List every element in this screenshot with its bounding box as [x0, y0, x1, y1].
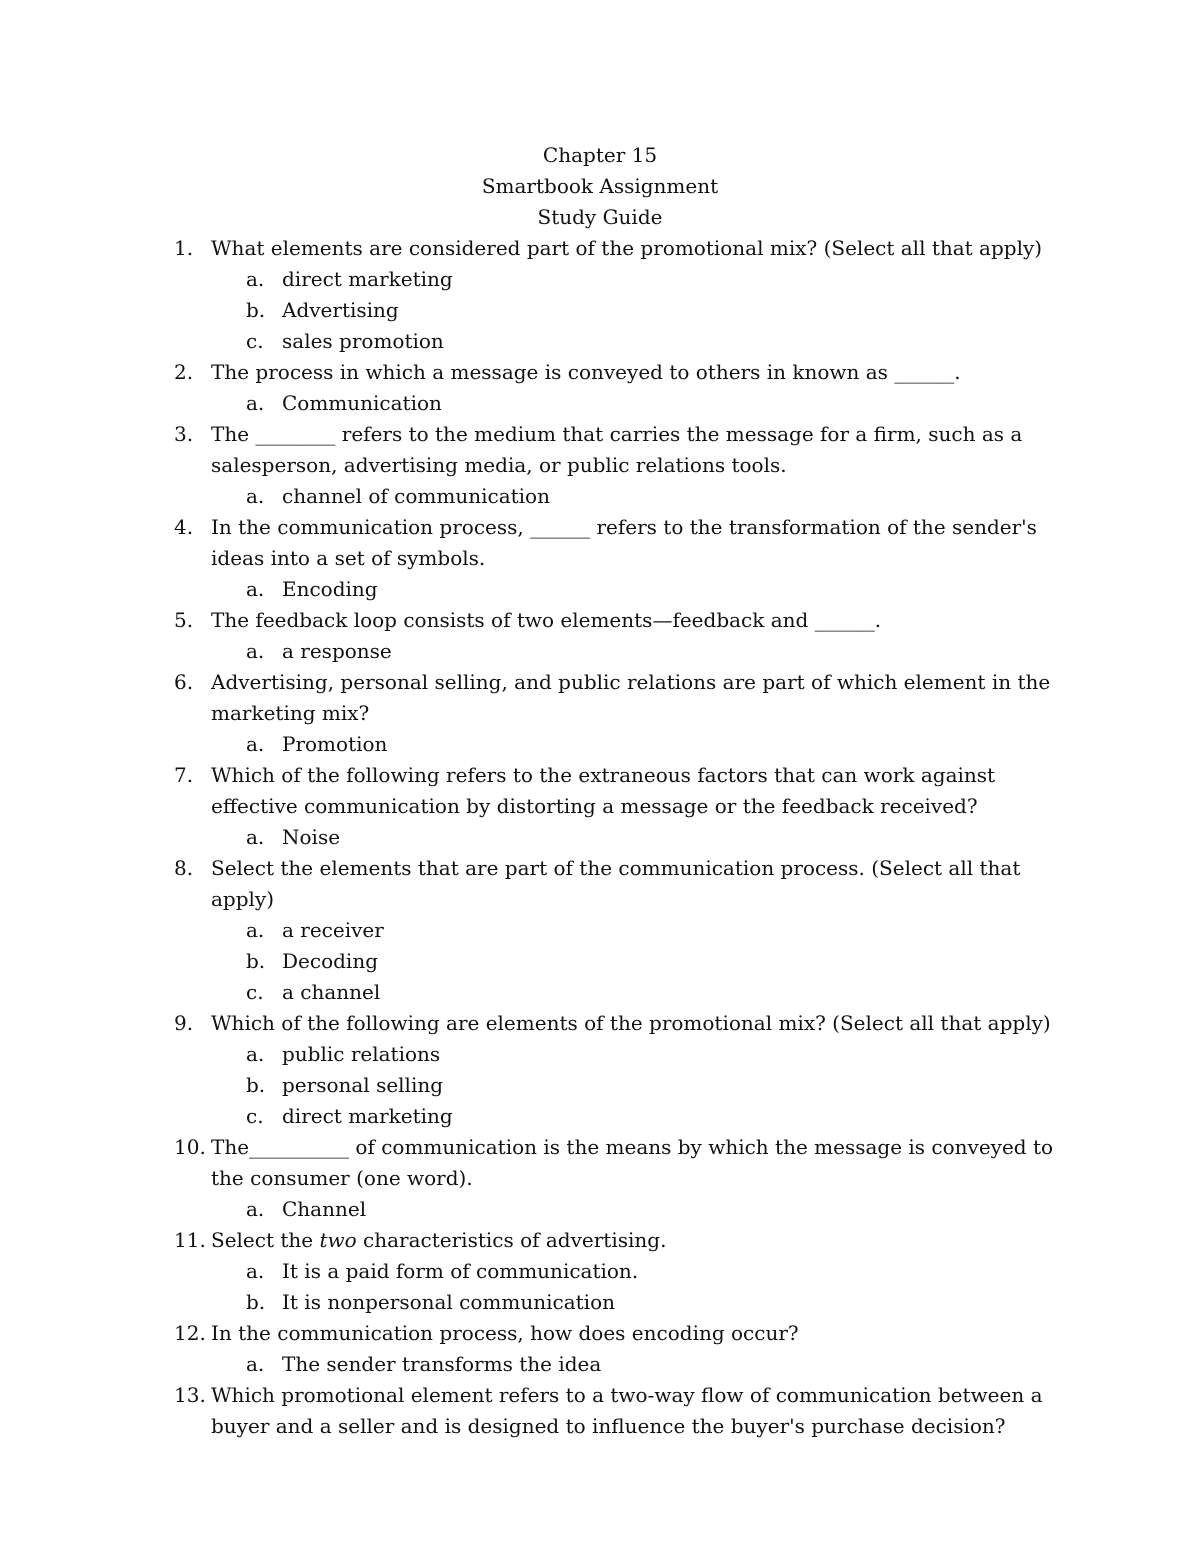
option-text: It is a paid form of communication.	[282, 1259, 639, 1283]
option-letter: a.	[246, 1042, 265, 1066]
option-text: direct marketing	[282, 1104, 453, 1128]
answer-option	[0, 977, 1200, 1008]
option-letter: b.	[246, 949, 266, 973]
question-11	[0, 1225, 1071, 1256]
option-text: sales promotion	[282, 329, 444, 353]
question-text: The ________ refers to the medium that carries the message for a firm, such as a salesperson, advertising media, or public relations tools.	[211, 422, 1023, 477]
option-letter: a.	[246, 1259, 265, 1283]
answer-option	[0, 1349, 1200, 1380]
option-letter: a.	[246, 825, 265, 849]
question-10	[0, 1132, 1071, 1194]
chapter-title: Chapter 15	[542, 143, 658, 167]
question-number: 6.	[174, 670, 194, 694]
question-list	[0, 233, 1200, 1442]
option-text: Communication	[282, 391, 442, 415]
question-5	[0, 605, 1071, 636]
question-2	[0, 357, 1071, 388]
answer-option	[0, 822, 1200, 853]
option-letter: c.	[246, 1104, 264, 1128]
option-letter: a.	[246, 1197, 265, 1221]
answer-option	[0, 1070, 1200, 1101]
answer-option	[0, 1101, 1200, 1132]
question-number: 2.	[174, 360, 194, 384]
question-text: The feedback loop consists of two elements—feedback and ______.	[211, 608, 882, 632]
option-text: Promotion	[282, 732, 388, 756]
option-letter: c.	[246, 329, 264, 353]
option-text: Decoding	[282, 949, 378, 973]
question-text: The__________ of communication is the means by which the message is conveyed to the consumer (one word).	[211, 1135, 1054, 1190]
question-13	[0, 1380, 1071, 1442]
option-text: channel of communication	[282, 484, 550, 508]
question-text	[211, 1225, 1071, 1256]
question-number: 7.	[174, 763, 194, 787]
option-text: It is nonpersonal communication	[282, 1290, 615, 1314]
answer-option	[0, 1287, 1200, 1318]
option-letter: a.	[246, 732, 265, 756]
option-text: Encoding	[282, 577, 378, 601]
option-letter: a.	[246, 1352, 265, 1376]
question-text: Which promotional element refers to a two-way flow of communication between a buyer and a seller and is designed to influence the buyer's purchase decision?	[211, 1383, 1043, 1438]
question-6	[0, 667, 1071, 729]
question-text: Select the elements that are part of the communication process. (Select all that apply)	[211, 856, 1021, 911]
question-9	[0, 1008, 1071, 1039]
answer-option	[0, 326, 1200, 357]
option-letter: b.	[246, 298, 266, 322]
answer-option	[0, 915, 1200, 946]
answer-option	[0, 574, 1200, 605]
document-header	[0, 140, 1200, 233]
question-text: In the communication process, how does encoding occur?	[211, 1321, 799, 1345]
option-text: Channel	[282, 1197, 367, 1221]
question-text: Which of the following refers to the extraneous factors that can work against effective communication by distorting a message or the feedback received?	[211, 763, 996, 818]
answer-option	[0, 1194, 1200, 1225]
answer-option	[0, 636, 1200, 667]
option-text: Advertising	[282, 298, 399, 322]
question-8	[0, 853, 1071, 915]
question-number: 9.	[174, 1011, 194, 1035]
option-text: a channel	[282, 980, 381, 1004]
assignment-title: Smartbook Assignment	[481, 174, 719, 198]
option-letter: b.	[246, 1073, 266, 1097]
question-text-emphasis: two	[319, 1228, 357, 1252]
question-number: 1.	[174, 236, 194, 260]
answer-option	[0, 946, 1200, 977]
option-text: a response	[282, 639, 392, 663]
option-text: The sender transforms the idea	[282, 1352, 602, 1376]
question-number: 3.	[174, 422, 194, 446]
question-1	[0, 233, 1071, 264]
option-text: Noise	[282, 825, 341, 849]
question-3	[0, 419, 1071, 481]
question-12	[0, 1318, 1071, 1349]
option-letter: a.	[246, 577, 265, 601]
option-letter: a.	[246, 267, 265, 291]
question-number: 10.	[174, 1135, 206, 1159]
question-number: 8.	[174, 856, 194, 880]
question-number: 4.	[174, 515, 194, 539]
answer-option	[0, 481, 1200, 512]
question-4	[0, 512, 1071, 574]
question-text: Advertising, personal selling, and public relations are part of which element in the marketing mix?	[211, 670, 1051, 725]
answer-option	[0, 388, 1200, 419]
answer-option	[0, 1039, 1200, 1070]
option-text: personal selling	[282, 1073, 444, 1097]
question-number: 12.	[174, 1321, 206, 1345]
question-text: In the communication process, ______ refers to the transformation of the sender's ideas into a set of symbols.	[211, 515, 1037, 570]
answer-option	[0, 729, 1200, 760]
question-7	[0, 760, 1071, 822]
question-number: 11.	[174, 1228, 206, 1252]
option-letter: a.	[246, 484, 265, 508]
option-letter: b.	[246, 1290, 266, 1314]
answer-option	[0, 295, 1200, 326]
question-text-start: Select the	[211, 1228, 320, 1252]
question-number: 13.	[174, 1383, 206, 1407]
question-text: What elements are considered part of the promotional mix? (Select all that apply)	[211, 236, 1043, 260]
option-letter: a.	[246, 918, 265, 942]
study-guide-title: Study Guide	[537, 205, 663, 229]
option-text: direct marketing	[282, 267, 453, 291]
question-text-end: characteristics of advertising.	[356, 1228, 667, 1252]
option-text: a receiver	[282, 918, 384, 942]
option-letter: a.	[246, 391, 265, 415]
answer-option	[0, 1256, 1200, 1287]
answer-option	[0, 264, 1200, 295]
option-letter: a.	[246, 639, 265, 663]
option-text: public relations	[282, 1042, 441, 1066]
question-number: 5.	[174, 608, 194, 632]
option-letter: c.	[246, 980, 264, 1004]
question-text: The process in which a message is conveyed to others in known as ______.	[211, 360, 961, 384]
question-text: Which of the following are elements of the promotional mix? (Select all that apply)	[211, 1011, 1051, 1035]
